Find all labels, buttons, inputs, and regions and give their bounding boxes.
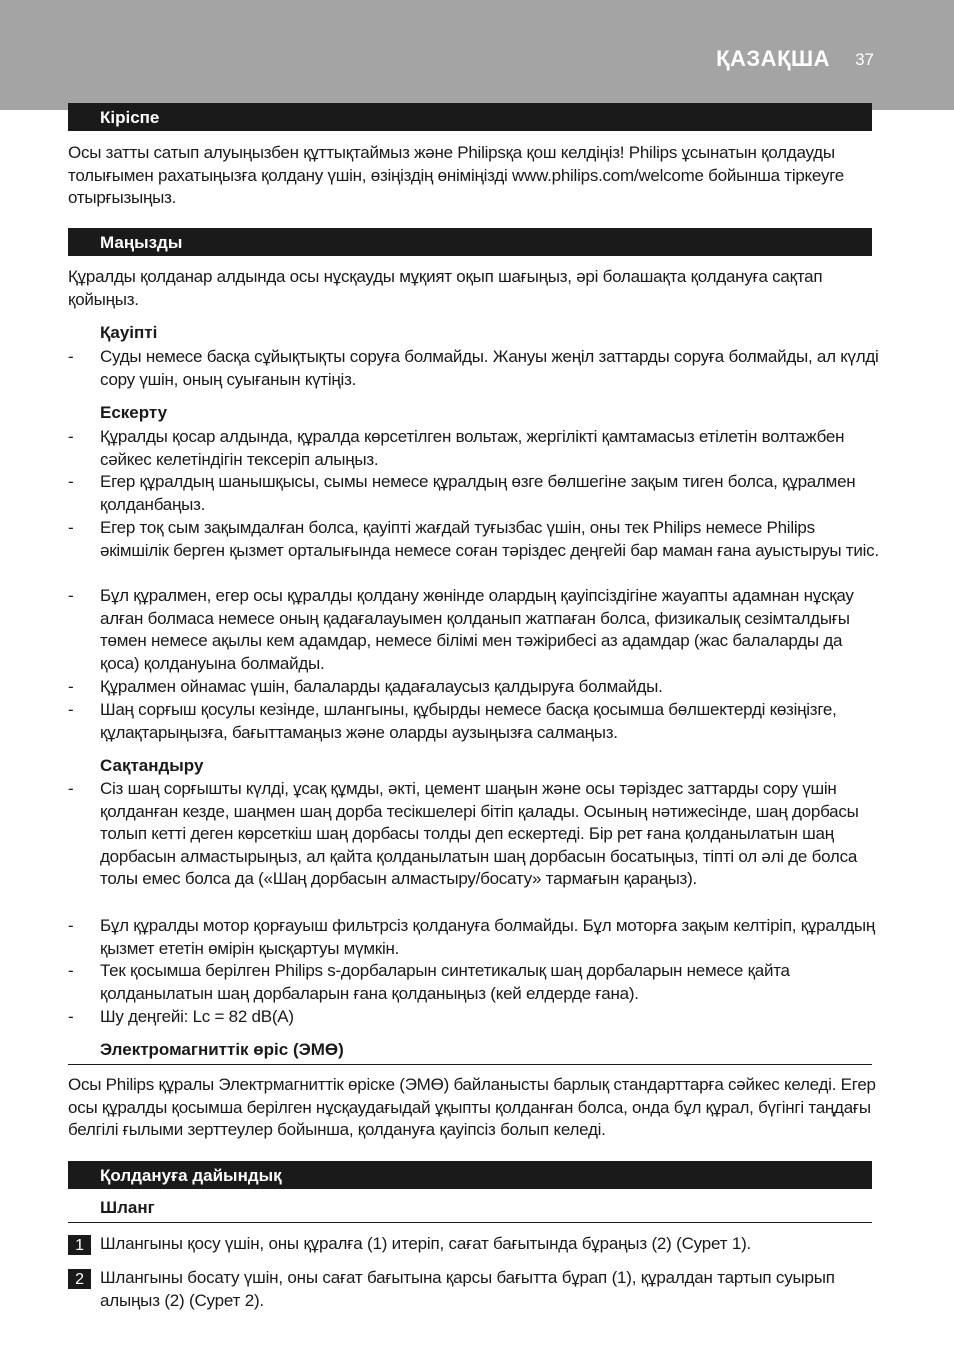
intro-text: Осы затты сатып алуыңызбен құттықтаймыз және Philipsқа қош келдіңіз! Philips ұсынатын қолдауды толығымен рахатыңызға қолдану үшін, өзіңіздің өніміңізді www.philips.com/welcome бойынша тіркеуге отырғызыңыз. xyxy=(68,143,844,208)
important-text: Құралды қолданар алдында осы нұсқауды мұқият оқып шағыңыз, әрі болашақта қолдануға сақтап қойыңыз. xyxy=(68,267,823,309)
step-text: Шлангыны босату үшін, оны сағат бағытына қарсы бағытта бұрап (1), құралдан тартып суырып алыңыз (2) (Сурет 2). xyxy=(100,1268,835,1310)
step-1 xyxy=(68,1233,880,1256)
step-number: 1 xyxy=(68,1235,91,1255)
warning-item: - Құралмен ойнамас үшін, балаларды қадағалаусыз қалдыруға болмайды. xyxy=(68,677,663,696)
hose-rule xyxy=(68,1222,872,1223)
step-2 xyxy=(68,1267,880,1312)
warning-item: - Құралды қосар алдында, құралда көрсетілген вольтаж, жергілікті қамтамасыз етілетін волтажбен сәйкес келетіндігін тексеріп алыңыз. xyxy=(68,427,845,469)
caution-heading: Сақтандыру xyxy=(100,756,204,775)
emf-rule xyxy=(68,1064,872,1065)
step-number: 2 xyxy=(68,1269,91,1289)
danger-item: - Суды немесе басқа сұйықтықты соруға болмайды. Жануы жеңіл заттарды соруға болмайды, ал күлді сору үшін, оның суығанын күтіңіз. xyxy=(68,347,879,389)
warning-item: - Шаң сорғыш қосулы кезінде, шлангыны, құбырды немесе басқа қосымша бөлшектерді көзіңізге, құлақтарыңызға, бағыттамаңыз және оларды аузыңызға салмаңыз. xyxy=(68,700,837,742)
warning-heading: Ескерту xyxy=(100,403,168,422)
caution-item: - Шу деңгейі: Lc = 82 dB(A) xyxy=(68,1007,294,1026)
danger-heading: Қауіпті xyxy=(100,323,158,342)
section-important-title: Маңызды xyxy=(68,228,872,256)
step-text: Шлангыны қосу үшін, оны құралға (1) итеріп, сағат бағытында бұраңыз (2) (Сурет 1). xyxy=(100,1234,752,1253)
emf-text: Осы Philips құралы Электрмагниттік өріске (ЭМӨ) байланысты барлық стандарттарға сәйкес келеді. Егер осы құралды қосымша берілген нұсқаудағыдай ұқыпты қолданған болса, онда бұл құрал, бүгінгі таңдағы белгілі ғылыми зерттеулер бойынша, қолдануға қауіпсіз болып келеді. xyxy=(68,1075,876,1140)
emf-heading: Электромагниттік өріс (ЭМӨ) xyxy=(100,1040,344,1059)
section-intro-title: Кіріспе xyxy=(68,103,872,131)
warning-item: - Егер құралдың шанышқысы, сымы немесе құралдың өзге бөлшегіне зақым тиген болса, құралмен қолданбаңыз. xyxy=(68,472,856,514)
language-label: ҚАЗАҚША xyxy=(716,46,830,71)
caution-item: - Тек қосымша берілген Philips s-дорбаларын синтетикалық шаң дорбаларын немесе қайта қолданылатын шаң дорбаларын ғана қолданыңыз (кей елдерде ғана). xyxy=(68,961,790,1003)
caution-item: - Сіз шаң сорғышты күлді, ұсақ құмды, әкті, цемент шаңын және осы тәріздес заттарды сору үшін қолданған кезде, шаңмен шаң дорба тесікшелері бітіп қалады. Осының нәтижесінде, шаң дорбасы толып кетті деген көрсеткіш шаң дорбасы толды деп ескертеді. Бір рет ғана қолданылатын шаң дорбасын алмастырыңыз, ал қайта қолданылатын шаң дорбасын босатыңыз, тіпті ол әлі де болса толы емес болса да («Шаң дорбасын алмастыру/босату» тармағын қараңыз). xyxy=(68,779,859,889)
caution-item: - Бұл құралды мотор қорғауыш фильтрсіз қолдануға болмайды. Бұл моторға зақым келтіріп, құралдың қызмет ететін өмірін қысқартуы мүмкін. xyxy=(68,916,876,958)
warning-item: - Егер тоқ сым зақымдалған болса, қауіпті жағдай туғызбас үшін, оны тек Philips немесе Philips әкімшілік берген қызмет орталығында немесе соған тәріздес деңгейі бар маман ғана ауыстыруы тиіс. xyxy=(68,518,879,560)
hose-heading: Шланг xyxy=(100,1198,155,1217)
warning-item: - Бұл құралмен, егер осы құралды қолдану жөнінде олардың қауіпсіздігіне жауапты адамнан нұсқау алған болмаса немесе оның қадағалауымен қолданып жатпаған болса, физикалық сезімталдығы төмен немесе ақылы кем адамдар, немесе білімі мен тәжірибесі аз адамдар (жас балаларды да қоса) қолдануына болмайды. xyxy=(68,586,854,673)
section-preparation-title: Қолдануға дайындық xyxy=(68,1161,872,1189)
page-number: 37 xyxy=(855,50,874,69)
